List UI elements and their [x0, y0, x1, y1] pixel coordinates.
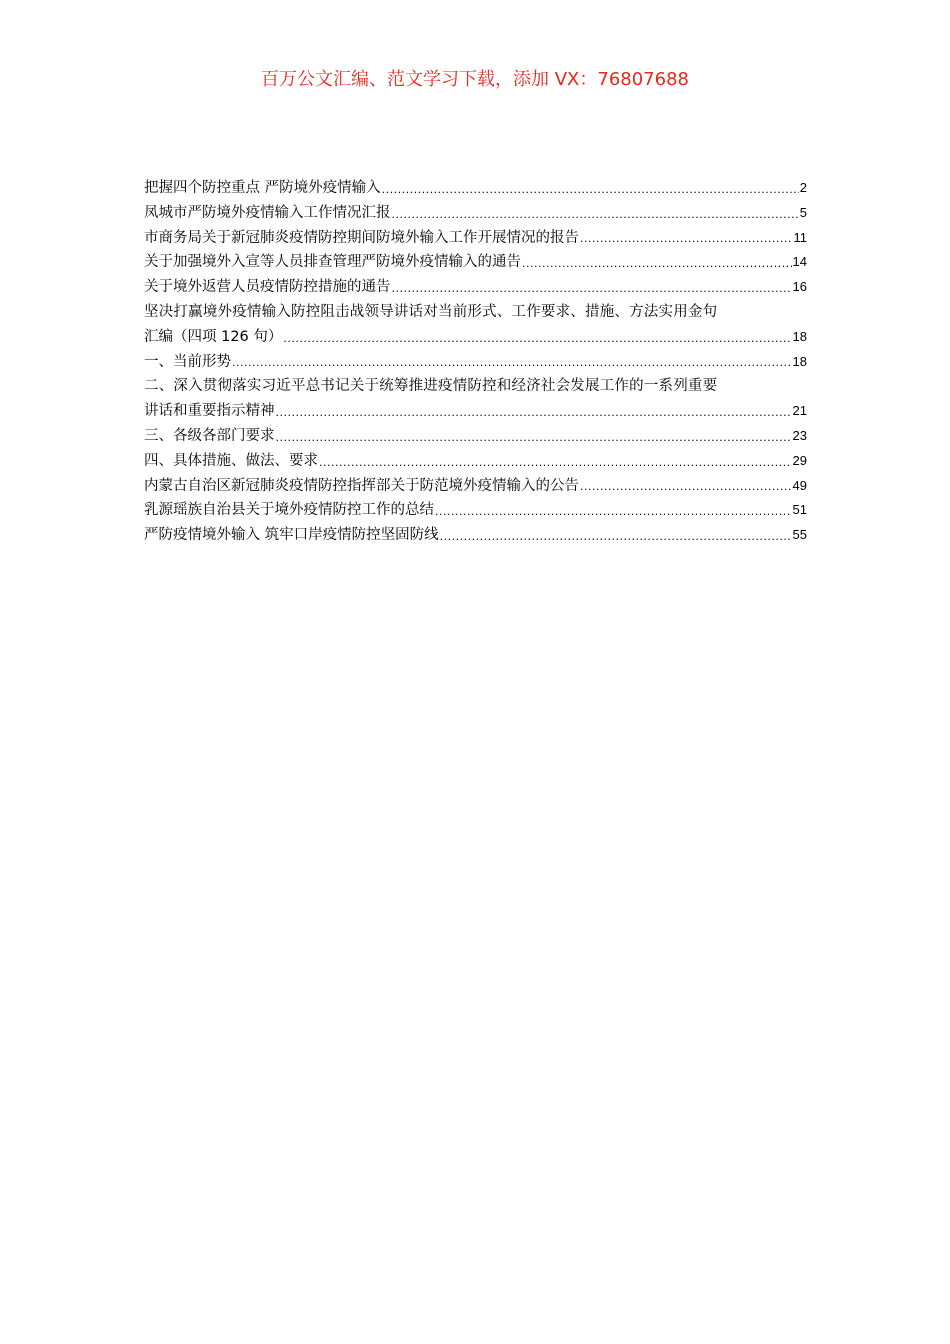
toc-entry-title: 严防疫情境外输入 筑牢口岸疫情防控坚固防线 — [144, 527, 439, 544]
toc-leader-dots — [319, 449, 792, 474]
toc-entry-page: 21 — [792, 403, 807, 419]
toc-entry[interactable] — [144, 350, 807, 375]
toc-entry[interactable] — [144, 300, 807, 350]
toc-entry-title: 乳源瑶族自治县关于境外疫情防控工作的总结 — [144, 502, 434, 519]
toc-entry-title: 把握四个防控重点 严防境外疫情输入 — [144, 180, 381, 196]
toc-entry-page: 55 — [792, 527, 807, 543]
toc-entry-title-line2: 汇编（四项 126 句） — [144, 328, 283, 345]
toc-entry-title: 三、各级各部门要求 — [144, 427, 275, 444]
toc-entry-page: 16 — [792, 279, 807, 295]
toc-entry[interactable] — [144, 523, 807, 548]
toc-entry-page: 2 — [799, 180, 807, 195]
toc-entry-page: 14 — [792, 254, 807, 270]
toc-leader-dots — [276, 424, 792, 449]
toc-leader-dots — [435, 498, 792, 523]
toc-entry-title: 四、具体措施、做法、要求 — [144, 452, 318, 469]
table-of-contents — [144, 176, 807, 548]
toc-leader-dots — [580, 474, 792, 499]
toc-leader-dots — [382, 176, 799, 201]
header-watermark-note: 百万公文汇编、范文学习下载，添加 VX：76807688 — [261, 69, 689, 90]
toc-entry[interactable] — [144, 250, 807, 275]
toc-entry-title: 内蒙古自治区新冠肺炎疫情防控指挥部关于防范境外疫情输入的公告 — [144, 477, 579, 494]
toc-entry[interactable] — [144, 374, 807, 424]
toc-entry[interactable] — [144, 498, 807, 523]
toc-entry-title-line2: 讲话和重要指示精神 — [144, 403, 275, 420]
toc-entry-page: 11 — [793, 229, 807, 245]
toc-entry-title: 市商务局关于新冠肺炎疫情防控期间防境外输入工作开展情况的报告 — [144, 229, 579, 246]
toc-entry-page: 49 — [792, 477, 807, 493]
toc-entry[interactable] — [144, 226, 807, 251]
toc-entry[interactable] — [144, 449, 807, 474]
toc-entry-page: 29 — [792, 452, 807, 468]
toc-entry[interactable] — [144, 474, 807, 499]
toc-leader-dots — [392, 201, 799, 226]
toc-entry-page: 18 — [792, 353, 807, 369]
toc-entry-title: 一、当前形势 — [144, 353, 231, 370]
toc-entry-title: 关于加强境外入宣等人员排查管理严防境外疫情输入的通告 — [144, 254, 521, 271]
toc-entry[interactable] — [144, 201, 807, 226]
toc-leader-dots — [522, 250, 792, 275]
toc-entry-title-line1: 二、深入贯彻落实习近平总书记关于统筹推进疫情防控和经济社会发展工作的一系列重要 — [144, 378, 718, 395]
toc-entry[interactable] — [144, 424, 807, 449]
toc-entry-page: 51 — [792, 502, 807, 518]
toc-entry[interactable] — [144, 275, 807, 300]
toc-entry-title-line1: 坚决打赢境外疫情输入防控阻击战领导讲话对当前形式、工作要求、措施、方法实用金句 — [144, 303, 718, 320]
toc-leader-dots — [440, 523, 792, 548]
toc-leader-dots — [392, 275, 792, 300]
toc-entry-title: 凤城市严防境外疫情输入工作情况汇报 — [144, 204, 391, 221]
toc-leader-dots — [283, 325, 791, 350]
toc-leader-dots — [276, 399, 792, 424]
toc-entry-page: 23 — [792, 427, 807, 443]
toc-entry-page: 5 — [799, 204, 807, 220]
toc-entry-title: 关于境外返营人员疫情防控措施的通告 — [144, 279, 391, 296]
toc-leader-dots — [232, 350, 792, 375]
toc-leader-dots — [580, 226, 793, 251]
toc-entry-page: 18 — [792, 328, 807, 344]
toc-entry[interactable] — [144, 176, 807, 201]
